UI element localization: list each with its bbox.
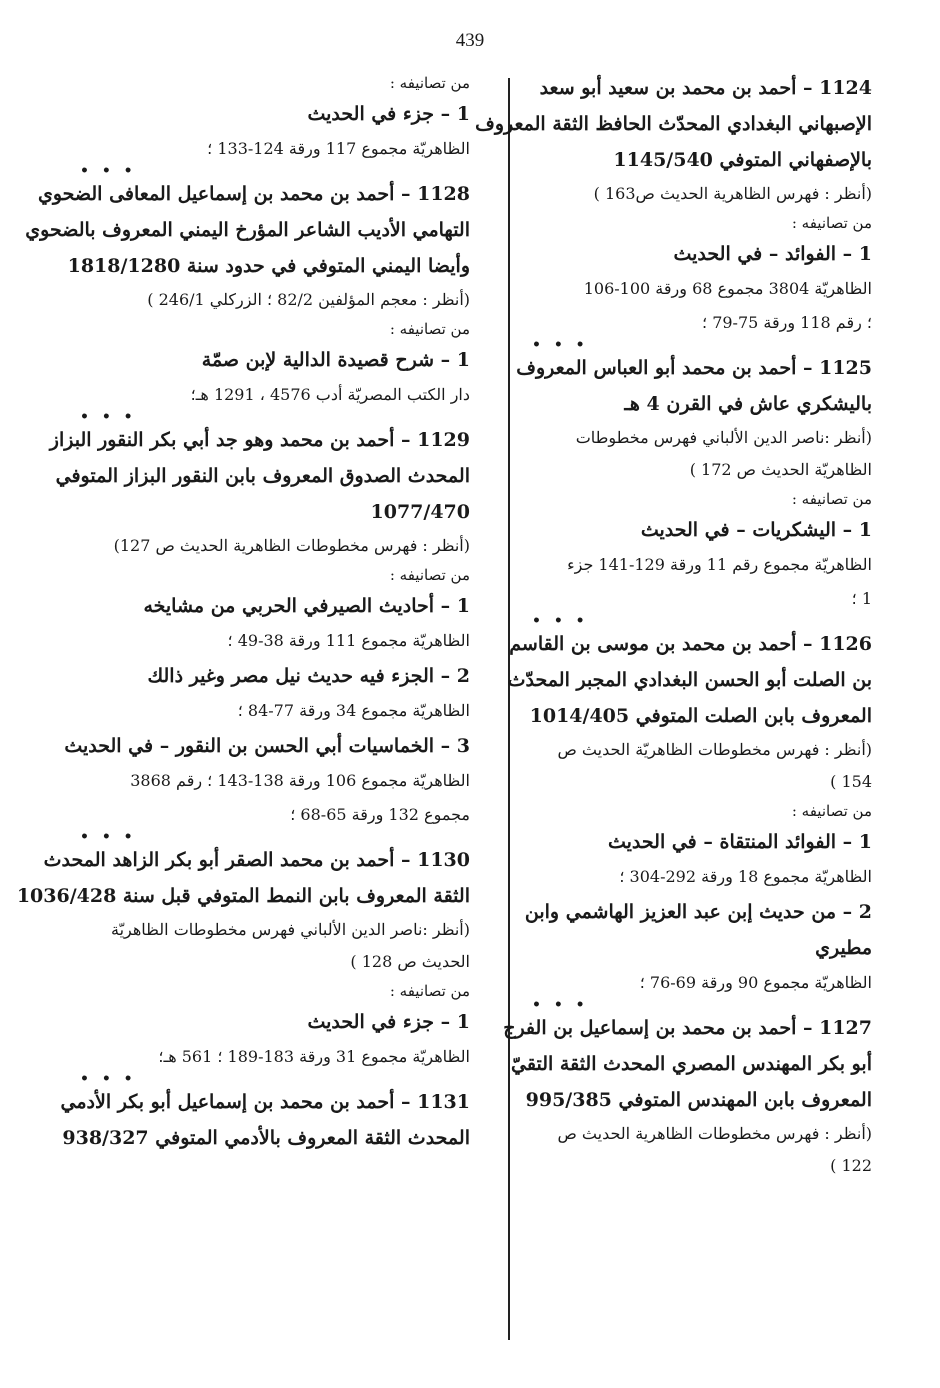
manuscript-reference: الظاهريّة مجموع 34 ورقة 77-84 ؛ xyxy=(237,701,470,720)
work-title: 1 – شرح قصيدة الدالية لإبن صمّة xyxy=(201,349,470,371)
works-label: من تصانيفه : xyxy=(389,982,470,1000)
entry-heading-line: بن الصلت أبو الحسن البغدادي المجبر المحدّث xyxy=(507,669,872,691)
manuscript-reference: الظاهريّة مجموع 90 ورقة 69-76 ؛ xyxy=(639,973,872,992)
entry-heading-line: بالإصفهاني المتوفي 1145/540 xyxy=(613,149,872,171)
work-title: 3 – الخماسيات أبي الحسن بن النقور – في الحديث xyxy=(64,735,470,757)
entry-separator: • • • xyxy=(80,409,137,425)
work-title: 1 – جزء في الحديث xyxy=(307,1011,470,1033)
work-title: 1 – الفوائد – في الحديث xyxy=(673,243,872,265)
entry-heading-line: الثقة المعروف بابن النمط المتوفي قبل سنة 1036/428 xyxy=(16,885,470,907)
source-reference: 154 ) xyxy=(830,772,872,791)
entry-heading-line: المعروف بابن الصلت المتوفي 1014/405 xyxy=(529,705,872,727)
column-divider xyxy=(508,78,510,1340)
manuscript-reference: الظاهريّة مجموع 117 ورقة 124-133 ؛ xyxy=(207,139,470,158)
right-column xyxy=(475,70,872,1182)
entry-heading-line: 1129 – أحمد بن محمد وهو جد أبي بكر النقور البزاز xyxy=(49,429,470,451)
source-reference: الظاهريّة الحديث ص 172 ) xyxy=(689,460,872,479)
works-label: من تصانيفه : xyxy=(389,320,470,338)
manuscript-reference: 1 ؛ xyxy=(851,589,872,608)
manuscript-reference: ؛ رقم 118 ورقة 75-79 ؛ xyxy=(702,313,872,332)
entry-separator: • • • xyxy=(80,829,137,845)
entry-heading-line: باليشكري عاش في القرن 4 هـ xyxy=(624,393,872,415)
entry-heading-line: أبو بكر المهندس المصري المحدث الثقة التقيّ xyxy=(511,1053,872,1075)
source-reference: (أنظر :ناصر الدين الألباني فهرس مخطوطات الظاهريّة xyxy=(111,920,470,939)
entry-separator: • • • xyxy=(532,613,589,629)
source-reference: (أنظر : معجم المؤلفين 82/2 ؛ الزركلي 246/1 ) xyxy=(147,290,470,309)
entry-heading-line: 1131 – أحمد بن محمد بن إسماعيل أبو بكر الأدمي xyxy=(60,1091,470,1113)
works-label: من تصانيفه : xyxy=(389,566,470,584)
manuscript-reference: الظاهريّة مجموع 31 ورقة 183-189 ؛ 561 هـ؛ xyxy=(158,1047,470,1066)
work-title: 2 – من حديث إبن عبد العزيز الهاشمي وابن xyxy=(524,901,872,923)
entry-heading-line: المعروف بابن المهندس المتوفي 995/385 xyxy=(525,1089,872,1111)
works-label: من تصانيفه : xyxy=(791,490,872,508)
manuscript-reference: الظاهريّة مجموع 18 ورقة 292-304 ؛ xyxy=(619,867,872,886)
source-reference: (أنظر : فهرس مخطوطات الظاهريّة الحديث ص xyxy=(557,740,872,759)
source-reference: (أنظر : فهرس مخطوطات الظاهرية الحديث ص xyxy=(557,1124,872,1143)
works-label: من تصانيفه : xyxy=(791,214,872,232)
source-reference: 122 ) xyxy=(830,1156,872,1175)
entry-heading-line: 1125 – أحمد بن محمد أبو العباس المعروف xyxy=(516,357,872,379)
works-label: من تصانيفه : xyxy=(791,802,872,820)
entry-heading-line: 1127 – أحمد بن محمد بن إسماعيل بن الفرج xyxy=(503,1017,872,1039)
left-column xyxy=(16,70,470,1156)
entry-heading-line: المحدث الثقة المعروف بالأدمي المتوفي 938/327 xyxy=(62,1127,470,1149)
manuscript-reference: الظاهريّة مجموع 106 ورقة 138-143 ؛ رقم 3868 xyxy=(130,771,470,790)
works-label: من تصانيفه : xyxy=(389,74,470,92)
entry-heading-line: 1124 – أحمد بن محمد بن سعيد أبو سعد xyxy=(539,77,872,99)
manuscript-reference: الظاهريّة مجموع رقم 11 ورقة 129-141 جزء xyxy=(567,555,872,574)
entry-heading-line: المحدث الصدوق المعروف بابن النقور البزاز المتوفي xyxy=(55,465,470,487)
entry-separator: • • • xyxy=(532,997,589,1013)
manuscript-reference: مجموع 132 ورقة 65-68 ؛ xyxy=(290,805,470,824)
work-title: 2 – الجزء فيه حديث نيل مصر وغير ذالك xyxy=(147,665,470,687)
work-title: مطيري xyxy=(815,937,872,959)
entry-separator: • • • xyxy=(80,1071,137,1087)
entry-heading-line: 1126 – أحمد بن محمد بن موسى بن القاسم xyxy=(509,633,872,655)
manuscript-reference: الظاهريّة مجموع 111 ورقة 38-49 ؛ xyxy=(227,631,470,650)
manuscript-reference: دار الكتب المصريّة أدب 4576 ، 1291 هـ؛ xyxy=(190,385,470,404)
entry-heading-line: وأيضا اليمني المتوفي في حدود سنة 1818/1280 xyxy=(67,255,470,277)
entry-heading-line: 1128 – أحمد بن محمد بن إسماعيل المعافى الضحوي xyxy=(37,183,470,205)
entry-heading-line: الإصبهاني البغدادي المحدّث الحافظ الثقة المعروف xyxy=(475,113,872,135)
entry-heading-line: 1077/470 xyxy=(370,501,470,523)
work-title: 1 – جزء في الحديث xyxy=(307,103,470,125)
source-reference: (أنظر :ناصر الدين الألباني فهرس مخطوطات xyxy=(575,428,872,447)
entry-heading-line: التهامي الأديب الشاعر المؤرخ اليمني المعروف بالضحوي xyxy=(25,219,470,241)
work-title: 1 – اليشكريات – في الحديث xyxy=(640,519,872,541)
work-title: 1 – أحاديث الصيرفي الحربي من مشايخه xyxy=(143,595,470,617)
work-title: 1 – الفوائد المنتقاة – في الحديث xyxy=(607,831,872,853)
source-reference: (أنظر : فهرس مخطوطات الظاهرية الحديث ص 127) xyxy=(113,536,470,555)
manuscript-reference: الظاهريّة 3804 مجموع 68 ورقة 100-106 xyxy=(583,279,872,298)
page-number: 439 xyxy=(455,30,485,51)
entry-heading-line: 1130 – أحمد بن محمد الصقر أبو بكر الزاهد المحدث xyxy=(43,849,470,871)
entry-separator: • • • xyxy=(532,337,589,353)
entry-separator: • • • xyxy=(80,163,137,179)
source-reference: (أنظر : فهرس الظاهرية الحديث ص163 ) xyxy=(593,184,872,203)
source-reference: الحديث ص 128 ) xyxy=(350,952,470,971)
